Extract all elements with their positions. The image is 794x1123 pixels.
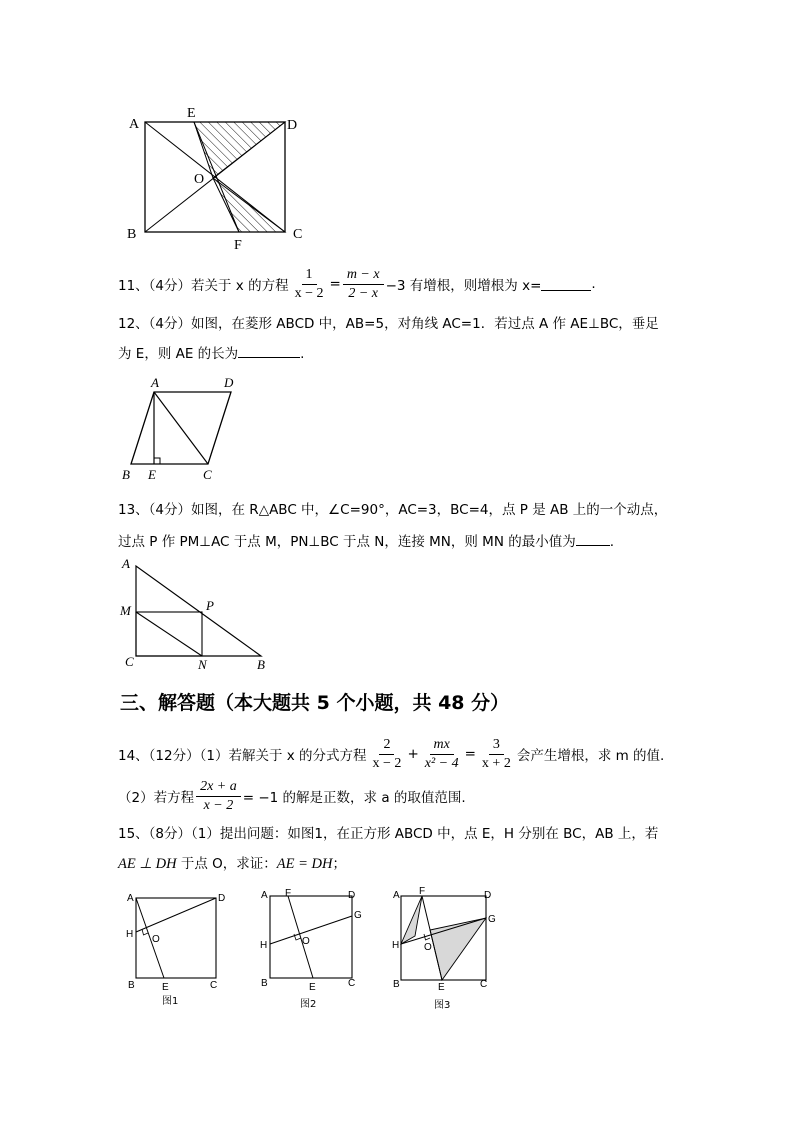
question-15-line-2 [118,852,346,873]
label-A: A [393,890,400,901]
label-O: O [302,936,310,947]
label-G: G [354,910,362,921]
q14-fraction-2 [421,737,463,772]
label-D: D [287,118,298,133]
label-N: N [198,657,207,672]
q11-equals: = [329,276,341,292]
label-G: G [488,914,496,925]
label-H: H [392,940,400,951]
label-C: C [210,980,218,991]
label-C: C [480,979,488,990]
q14-f4-num: 2x + a [196,779,241,797]
q11-suffix: −3 有增根，则增根为 x= [385,278,542,294]
label-A: A [129,117,140,132]
caption-figure-3: 图3 [434,1000,451,1011]
label-O: O [424,942,432,953]
q12-line2-text: 为 E，则 AE 的长为 [118,346,239,362]
shaded-triangle-top [194,122,285,178]
figure-q13 [116,556,276,674]
q14-f1-num: 2 [379,737,394,755]
figure-15-3 [386,884,506,1014]
label-C: C [293,227,303,242]
label-A: A [261,890,268,901]
label-H: H [260,940,268,951]
label-O: O [194,172,205,187]
label-A: A [122,556,130,571]
q12-answer-blank[interactable] [238,345,300,358]
caption-figure-1: 图1 [162,996,179,1007]
question-15-line-1: 15、（8分）（1）提出问题：如图1，在正方形 ABCD 中，点 E，H 分别在 BC，AB 上，若 [118,826,659,842]
q11-end: . [591,276,596,292]
shaded-triangle-right [430,918,486,980]
q13-answer-blank[interactable] [576,533,610,546]
q11-f1-den: x − 2 [294,285,324,301]
q14-fraction-4 [196,779,241,814]
q11-answer-blank[interactable] [541,278,591,291]
figure-q10 [118,100,318,250]
figure-15-2 [252,886,372,1013]
q14-prefix: 14、（12分）（1）若解关于 x 的分式方程 [118,748,367,764]
question-11 [118,264,596,304]
q14-p2-prefix: （2）若方程 [118,790,195,806]
label-E: E [162,982,169,993]
section-title-3: 三、解答题（本大题共 5 个小题，共 48 分） [120,692,510,714]
label-B: B [122,467,130,482]
label-C: C [348,978,356,989]
label-F: F [285,888,292,899]
label-F: F [234,238,242,250]
q14-f1-den: x − 2 [372,755,402,771]
q11-fraction-2 [343,267,384,302]
label-B: B [128,980,135,991]
question-12-line-2 [118,342,304,362]
q11-f2-den: 2 − x [348,285,379,301]
q14-f2-num: mx [430,737,454,755]
q14-f3-den: x + 2 [481,755,511,771]
label-P: P [206,598,214,613]
q14-equals: = [464,746,476,762]
q15-expr-equal: AE = DH [276,856,333,872]
label-O: O [152,934,160,945]
q12-end: . [300,346,305,362]
q14-p2-suffix: = −1 的解是正数，求 a 的取值范围. [242,790,466,806]
label-B: B [257,657,265,672]
label-E: E [148,467,156,482]
q15-expr-perp: AE ⊥ DH [118,856,177,872]
question-14-part-2 [118,776,466,816]
caption-figure-2: 图2 [300,999,317,1010]
triangle-abc [136,566,261,656]
label-E: E [187,106,196,121]
label-C: C [203,467,212,482]
q11-fraction-1 [291,267,328,302]
label-H: H [126,929,134,940]
label-B: B [393,979,400,990]
label-C: C [125,654,134,669]
label-M: M [120,603,131,618]
label-D: D [224,375,234,390]
q14-plus: + [407,746,419,762]
q14-fraction-1 [369,737,406,772]
question-14-part-1 [118,734,664,774]
q14-f3-num: 3 [489,737,504,755]
q11-f2-num: m − x [343,267,384,285]
question-12-line-1: 12、（4分）如图，在菱形 ABCD 中，AB=5，对角线 AC=1．若过点 A 作 AE⊥BC，垂足 [118,316,659,332]
label-B: B [261,978,268,989]
q13-line2-text: 过点 P 作 PM⊥AC 于点 M，PN⊥BC 于点 N，连接 MN，则 MN 的最小值为 [118,534,576,550]
q14-f2-den: x² − 4 [424,755,459,771]
label-A: A [151,375,159,390]
label-D: D [218,893,226,904]
label-D: D [348,890,356,901]
question-13-line-1: 13、（4分）如图，在 R△ABC 中，∠C=90°，AC=3，BC=4，点 P 是 AB 上的一个动点， [118,502,668,518]
label-E: E [438,982,445,993]
q14-fraction-3 [478,737,515,772]
label-A: A [127,893,134,904]
q11-f1-num: 1 [302,267,317,285]
q13-end: . [609,534,615,550]
q15-text: 于点 O，求证： [176,856,277,872]
q14-suffix: 会产生增根，求 m 的值. [516,748,665,764]
figure-15-1 [118,886,236,1011]
label-E: E [309,982,316,993]
figure-q12 [118,372,248,484]
shaded-triangle-left [401,896,422,944]
q11-prefix: 11、（4分）若关于 x 的方程 [118,278,289,294]
label-D: D [484,890,492,901]
q14-f4-den: x − 2 [203,797,234,813]
question-13-line-2 [118,530,614,550]
label-F: F [419,886,426,897]
q15-semicolon: ； [332,856,346,872]
label-B: B [127,227,137,242]
